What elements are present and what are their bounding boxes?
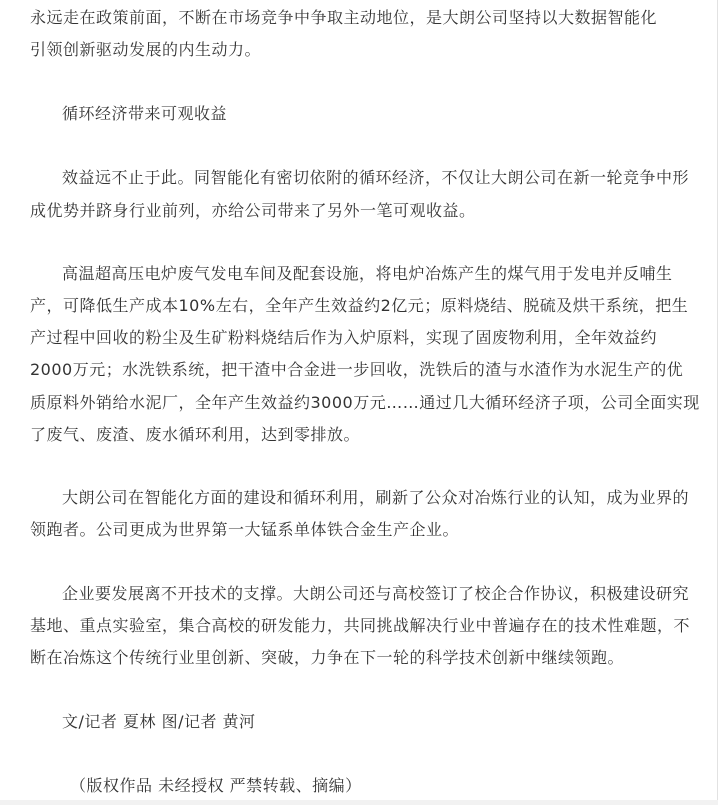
paragraph-line: 断在冶炼这个传统行业里创新、突破，力争在下一轮的科学技术创新中继续领跑。: [30, 648, 625, 667]
byline: 文/记者 夏林 图/记者 黄河: [62, 712, 256, 731]
paragraph-line: 质原料外销给水泥厂，全年产生效益约3000万元……通过几大循环经济子项，公司全面实现: [30, 393, 700, 412]
paragraph-line: 产，可降低生产成本10%左右，全年产生效益约2亿元；原料烧结、脱硫及烘干系统，把生: [30, 296, 689, 315]
section-heading: 循环经济带来可观收益: [62, 104, 228, 123]
paragraph-line: 引领创新驱动发展的内生动力。: [30, 40, 262, 59]
paragraph-line: 企业要发展离不开技术的支撑。大朗公司还与高校签订了校企合作协议，积极建设研究: [62, 584, 690, 603]
paragraph-line: 基地、重点实验室，集合高校的研发能力，共同挑战解决行业中普遍存在的技术性难题，不: [30, 616, 691, 635]
paragraph-line: 领跑者。公司更成为世界第一大锰系单体铁合金生产企业。: [30, 520, 460, 539]
paragraph-line: 效益远不止于此。同智能化有密切依附的循环经济，不仅让大朗公司在新一轮竞争中形: [62, 168, 690, 187]
copyright-notice: （版权作品 未经授权 严禁转载、摘编）: [70, 776, 362, 795]
paragraph-line: 了废气、废渣、废水循环利用，达到零排放。: [30, 425, 361, 444]
paragraph-line: 2000万元；水洗铁系统，把干渣中合金进一步回收，洗铁后的渣与水渣作为水泥生产的优: [30, 360, 684, 379]
paragraph-line: 成优势并跻身行业前列，亦给公司带来了另外一笔可观收益。: [30, 201, 476, 220]
paragraph-line: 大朗公司在智能化方面的建设和循环利用，刷新了公众对冶炼行业的认知，成为业界的: [62, 488, 690, 507]
paragraph-line: 产过程中回收的粉尘及生矿粉料烧结后作为入炉原料，实现了固废物利用，全年效益约: [30, 328, 658, 347]
paragraph-line: 永远走在政策前面，不断在市场竞争中争取主动地位，是大朗公司坚持以大数据智能化: [30, 8, 658, 27]
bottom-divider: [0, 800, 718, 805]
paragraph-line: 高温超高压电炉废气发电车间及配套设施，将电炉冶炼产生的煤气用于发电并反哺生: [62, 264, 673, 283]
